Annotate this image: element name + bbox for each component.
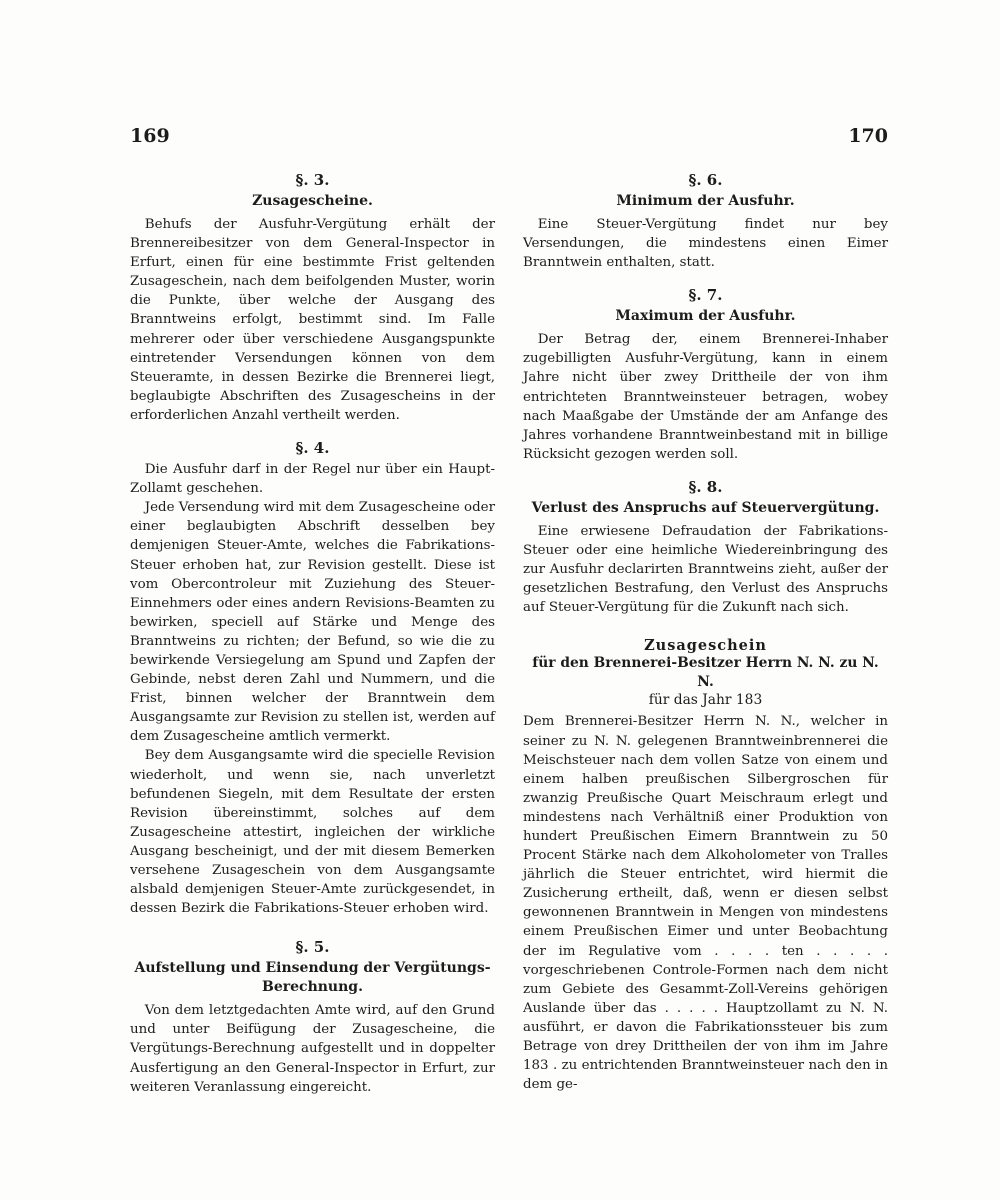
section-4-number: §. 4. [295,439,330,458]
page-number-right: 170 [848,125,888,147]
left-page [130,125,495,1097]
section-3-text: Behufs der Ausfuhr-Vergütung erhält der Brennereibesitzer von dem General-Inspector in Erfurt, einen für eine bestimmte Frist geltenden Zusageschein, nach dem beifolgenden Muster, worin die Punkte, über welche der Ausgang des Branntweins erfolgt, bestimmt sind. Im Falle mehrerer oder über verschiedene Ausgangspunkte eintretender Versendungen können von dem Steueramte, in dessen Bezirke die Brennerei liegt, beglaubigte Abschriften des Zusagescheins in der erforderlichen Anzahl vertheilt werden. [130,217,495,423]
section-6-number: §. 6. [688,171,723,189]
section-7-number: §. 7. [688,286,723,305]
section-6-heading: Minimum der Ausfuhr. [616,193,795,209]
section-6-text: Eine Steuer-Vergütung findet nur bey Versendungen, die mindestens einen Eimer Branntwein enthalten, statt. [523,217,888,271]
section-7-heading: Maximum der Ausfuhr. [615,308,796,325]
section-3-number: §. 3. [295,171,330,189]
certificate-text: Dem Brennerei-Besitzer Herrn N. N., welcher in seiner zu N. N. gelegenen Branntweinbrennerei die Meischsteuer nach dem vollen Satze von einem und einem halben preußischen Silbergroschen für zwanzig Preußische Quart Meischraum erlegt und mindestens nach Verhältniß einer Produktion von hundert Preußischen Eimern Branntwein zu 50 Procent Stärke nach dem Alkoholometer von Tralles jährlich die Steuer entrichtet, wird hiermit die Zusicherung ertheilt, daß, wenn er diesen selbst gewonnenen Branntwein in Mengen von mindestens einem Preußischen Eimer und unter Beobachtung der im Regulative vom . . . . ten . . . . . vorgeschriebenen Controle-Formen nach dem nicht zum Gebiete des Gesammt-Zoll-Vereins gehörigen Auslande über das . . . . . Hauptzollamt zu N. N. ausführt, er davon die Fabrikationssteuer bis zum Betrage von drey Drittheilen der von ihm im Jahre 183 . zu entrichtenden Branntweinsteuer nach den in dem ge- [523,714,888,1093]
certificate-title: Zusageschein [644,637,767,655]
certificate-subtitle: für den Brennerei-Besitzer Herrn N. N. zu N. N. [532,655,879,691]
section-8-number: §. 8. [688,477,723,496]
section-5-text: Von dem letztgedachten Amte wird, auf den Grund und unter Beifügung der Zusagescheine, die Vergütungs-Berechnung aufgestellt und in doppelter Ausfertigung an den General-Inspector in Erfurt, zur weiteren Veranlassung eingereicht. [130,1003,495,1095]
page-number-left: 169 [130,125,170,147]
certificate-year: für das Jahr 183 [648,692,763,709]
section-3-heading: Zusagescheine. [252,193,373,209]
section-4-paragraph-1: Die Ausfuhr darf in der Regel nur über ein Haupt-Zollamt geschehen. [130,462,495,497]
right-page [523,125,888,1094]
section-4-paragraph-2: Jede Versendung wird mit dem Zusagescheine oder einer beglaubigten Abschrift desselben bey demjenigen Steuer-Amte, welches die Fabrikations-Steuer erhoben hat, zur Revision gestellt. Diese ist vom Obercontroleur mit Zuziehung des Steuer-Einnehmers oder eines andern Revisions-Beamten zu bewirken, speciell auf Stärke und Menge des Branntweins zu richten; der Befund, so wie die zu bewirkende Versiegelung am Spund und Zapfen der Gebinde, nebst deren Zahl und Nummern, und die Frist, binnen welcher der Branntwein dem Ausgangsamte zur Revision zu stellen ist, werden auf dem Zusagescheine amtlich vermerkt. [130,500,495,745]
section-5-number: §. 5. [295,938,330,957]
section-7-text: Der Betrag der, einem Brennerei-Inhaber zugebilligten Ausfuhr-Vergütung, kann in einem Jahre nicht über zwey Drittheile der von ihm entrichteten Branntweinsteuer betragen, wobey nach Maaßgabe der Umstände der am Anfange des Jahres vorhandene Branntweinbestand mit in billige Rücksicht gezogen werden soll. [523,332,888,462]
section-8-heading: Verlust des Anspruchs auf Steuervergütung. [531,499,880,516]
section-5-heading: Aufstellung und Einsendung der Vergütungs-Berechnung. [134,960,491,996]
section-8-text: Eine erwiesene Defraudation der Fabrikations-Steuer oder eine heimliche Wiedereinbringung des zur Ausfuhr declarirten Branntweins zieht, außer der gesetzlichen Bestrafung, den Verlust des Anspruchs auf Steuer-Vergütung für die Zukunft nach sich. [523,523,888,616]
section-4-paragraph-3: Bey dem Ausgangsamte wird die specielle Revision wiederholt, und wenn sie, nach unverletzt befundenen Siegeln, mit dem Resultate der ersten Revision übereinstimmt, solches auf dem Zusagescheine attestirt, ingleichen der wirkliche Ausgang bescheinigt, und der mit diesem Bemerken versehene Zusageschein von dem Ausgangsamte alsbald demjenigen Steuer-Amte zurückgesendet, in dessen Bezirk die Fabrikations-Steuer erhoben wird. [130,748,495,917]
